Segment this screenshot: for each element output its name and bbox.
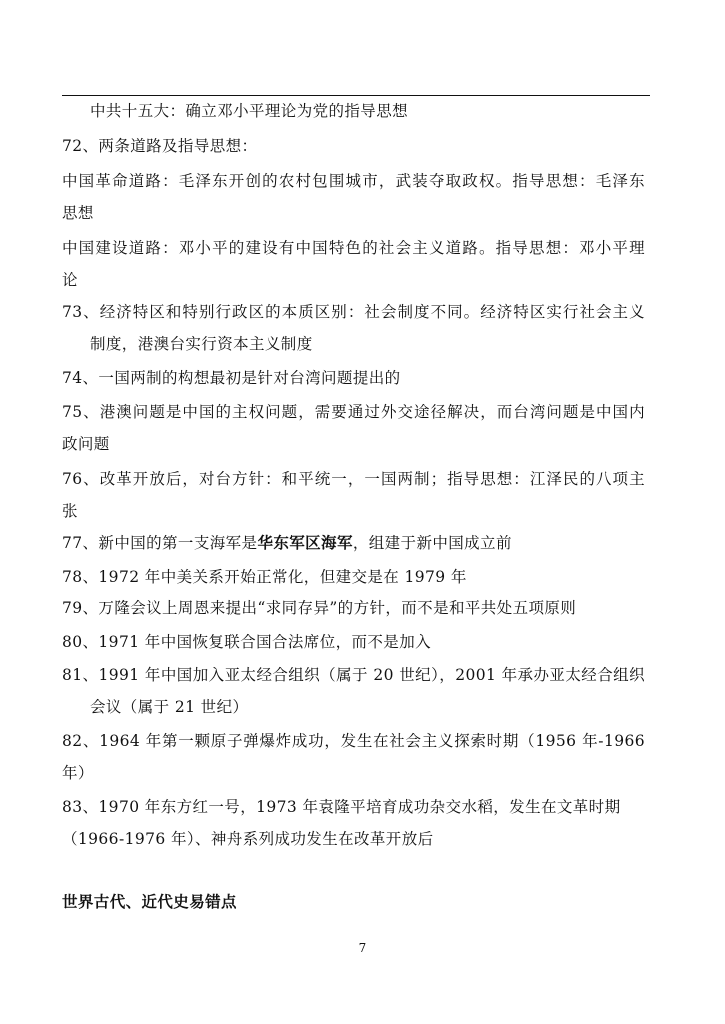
text-line-72: 72、两条道路及指导思想： (62, 137, 258, 155)
text-line-75: 75、港澳问题是中国的主权问题，需要通过外交途径解决，而台湾问题是中国内 (62, 403, 645, 421)
text-line-cpc-15th-congress: 中共十五大：确立邓小平理论为党的指导思想 (90, 102, 409, 120)
text-line-77-prefix: 77、新中国的第一支海军是 (62, 534, 258, 552)
text-line-76-cont: 张 (62, 502, 78, 520)
text-line-77-suffix: ，组建于新中国成立前 (352, 534, 512, 552)
header-rule (62, 95, 650, 96)
text-line-75-cont: 政问题 (62, 435, 110, 453)
text-line-82-cont: 年） (62, 764, 94, 782)
text-line-74: 74、一国两制的构想最初是针对台湾问题提出的 (62, 369, 401, 387)
page-number: 7 (358, 941, 367, 955)
text-line-73-cont: 制度，港澳台实行资本主义制度 (90, 335, 313, 353)
text-line-construction-road-cont: 论 (62, 271, 78, 289)
text-line-83: 83、1970 年东方红一号，1973 年袁隆平培育成功杂交水稻，发生在文革时期 (62, 798, 621, 816)
text-line-73: 73、经济特区和特别行政区的本质区别：社会制度不同。经济特区实行社会主义 (62, 303, 645, 321)
text-line-81-cont: 会议（属于 21 世纪） (90, 698, 249, 716)
text-line-construction-road: 中国建设道路：邓小平的建设有中国特色的社会主义道路。指导思想：邓小平理 (62, 239, 645, 257)
text-line-76: 76、改革开放后，对台方针：和平统一，一国两制；指导思想：江泽民的八项主 (62, 470, 645, 488)
text-line-80: 80、1971 年中国恢复联合国合法席位，而不是加入 (62, 633, 431, 651)
text-line-83-cont: （1966-1976 年）、神舟系列成功发生在改革开放后 (62, 830, 434, 848)
section-title: 世界古代、近代史易错点 (62, 892, 237, 911)
text-line-revolution-road-cont: 思想 (62, 204, 94, 222)
text-line-77 (62, 533, 512, 553)
text-line-81: 81、1991 年中国加入亚太经合组织（属于 20 世纪），2001 年承办亚太经合组织 (62, 666, 645, 684)
text-line-79: 79、万隆会议上周恩来提出“求同存异”的方针，而不是和平共处五项原则 (62, 599, 577, 617)
text-line-82: 82、1964 年第一颗原子弹爆炸成功，发生在社会主义探索时期（1956 年-1966 (62, 732, 645, 750)
text-line-78: 78、1972 年中美关系开始正常化，但建交是在 1979 年 (62, 568, 467, 586)
text-line-77-emphasis: 华东军区海军 (257, 533, 353, 552)
text-line-revolution-road: 中国革命道路：毛泽东开创的农村包围城市，武装夺取政权。指导思想：毛泽东 (62, 172, 645, 190)
